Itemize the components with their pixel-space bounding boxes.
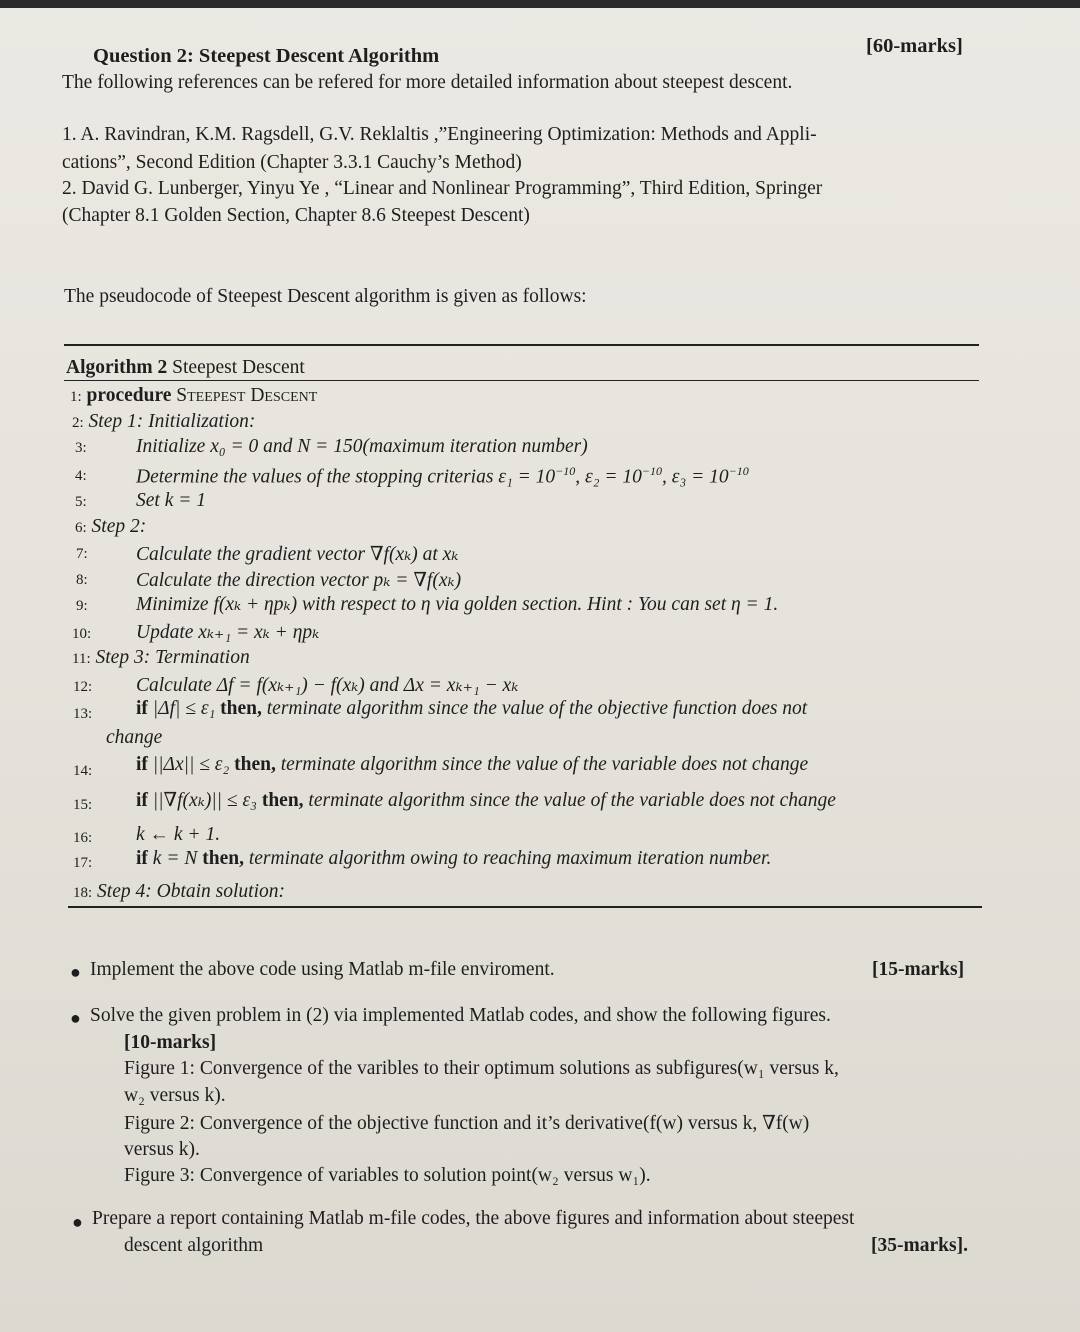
- procedure-name: Steepest Descent: [176, 385, 318, 406]
- algo-line-15: [73, 793, 92, 815]
- line-number: 12:: [73, 679, 93, 695]
- algorithm-caption: [66, 357, 305, 379]
- algo-line-14-text: [136, 754, 808, 776]
- algo-line-13-continuation: change: [106, 727, 163, 748]
- keyword: if: [136, 754, 148, 775]
- line-number: 17:: [73, 855, 93, 871]
- line-number: 2:: [72, 415, 84, 431]
- pseudocode-intro: The pseudocode of Steepest Descent algorithm is given as follows:: [64, 286, 587, 307]
- exponent: −10: [641, 464, 663, 478]
- question-title: Question 2: Steepest Descent Algorithm: [93, 45, 440, 67]
- algo-line-3: [75, 436, 87, 458]
- keyword: procedure: [86, 385, 172, 406]
- line-number: 3:: [75, 440, 87, 456]
- task-3-marks: [35-marks].: [871, 1235, 968, 1256]
- reference-1-line-2: cations”, Second Edition (Chapter 3.3.1 Cauchy’s Method): [62, 152, 522, 173]
- task-1-marks: [15-marks]: [872, 959, 965, 980]
- figure-3-line: Figure 3: Convergence of variables to solution point(w₂ versus w₁).: [124, 1165, 651, 1186]
- algo-line-5-text: Set k = 1: [136, 490, 207, 511]
- algo-line-4: [75, 464, 87, 486]
- line-number: 8:: [76, 572, 88, 588]
- line-number: 16:: [73, 830, 93, 846]
- algo-line-12: [73, 675, 92, 697]
- line-number: 9:: [76, 598, 88, 614]
- bullet-icon: ●: [70, 1008, 81, 1028]
- line-text: , ε₂ = 10: [575, 466, 642, 488]
- algo-line-8-text: Calculate the direction vector pₖ = ∇f(xₖ): [136, 570, 462, 591]
- line-number: 10:: [72, 626, 92, 642]
- algo-line-5: [75, 490, 87, 512]
- algo-line-1: [70, 385, 317, 407]
- algorithm-caption-rule: [64, 380, 979, 381]
- bullet-icon: ●: [70, 962, 81, 982]
- algo-line-4-text: [136, 464, 749, 489]
- algo-line-10-text: Update xₖ₊₁ = xₖ + ηpₖ: [136, 622, 320, 643]
- keyword: if: [136, 790, 148, 811]
- algo-line-7: [76, 542, 88, 564]
- algo-line-7-text: Calculate the gradient vector ∇f(xₖ) at xₖ: [136, 544, 459, 565]
- keyword: then,: [261, 790, 304, 811]
- line-text: terminate algorithm since the value of the variable does not change: [308, 790, 836, 811]
- line-number: 5:: [75, 494, 87, 510]
- algo-line-13-text: [136, 698, 807, 720]
- line-number: 11:: [72, 651, 91, 667]
- condition: ||Δx|| ≤ ε₂: [152, 754, 230, 775]
- line-number: 13:: [73, 706, 93, 722]
- reference-2-line-1: 2. David G. Lunberger, Yinyu Ye , “Linear and Nonlinear Programming”, Third Edition, Springer: [62, 178, 823, 199]
- keyword: if: [136, 698, 148, 719]
- algo-line-14: [73, 759, 92, 781]
- algo-line-15-text: [136, 788, 836, 812]
- exponent: −10: [555, 464, 576, 478]
- line-text: terminate algorithm owing to reaching maximum iteration number.: [248, 848, 772, 869]
- keyword: if: [136, 848, 148, 869]
- line-text: Step 3: Termination: [95, 647, 250, 668]
- line-number: 4:: [75, 468, 87, 484]
- condition: |Δf| ≤ ε₁: [152, 698, 216, 719]
- reference-1-line-1: 1. A. Ravindran, K.M. Ragsdell, G.V. Reklaltis ,”Engineering Optimization: Methods and Appli-: [62, 124, 817, 145]
- line-number: 7:: [76, 546, 88, 562]
- line-number: 15:: [73, 797, 93, 813]
- line-text: Step 4: Obtain solution:: [97, 881, 285, 902]
- task-2-marks: [10-marks]: [124, 1032, 217, 1053]
- algo-line-6: [75, 516, 146, 538]
- line-text: terminate algorithm since the value of the variable does not change: [280, 754, 809, 775]
- algo-line-18: [73, 881, 285, 903]
- algo-line-11: [72, 647, 250, 669]
- line-text: Step 2:: [91, 516, 147, 537]
- algo-line-9-text: Minimize f(xₖ + ηpₖ) with respect to η via golden section. Hint : You can set η = 1.: [136, 594, 779, 615]
- intro-text: The following references can be refered for more detailed information about steepest descent.: [62, 72, 793, 93]
- exponent: −10: [728, 464, 749, 478]
- task-3-text: Prepare a report containing Matlab m-file codes, the above figures and information about steepest: [92, 1208, 855, 1229]
- line-number: 18:: [73, 885, 93, 901]
- algo-line-3-text: Initialize x₀ = 0 and N = 150(maximum iteration number): [136, 436, 588, 457]
- task-2-text: Solve the given problem in (2) via implemented Matlab codes, and show the following figures.: [90, 1005, 831, 1026]
- algo-line-9: [76, 594, 88, 616]
- figure-2-line-2: versus k).: [124, 1139, 200, 1160]
- algo-line-10: [72, 622, 91, 644]
- algo-line-16-text: k ← k + 1.: [136, 824, 221, 845]
- keyword: then,: [234, 754, 276, 775]
- algo-line-8: [76, 568, 88, 590]
- line-number: 1:: [70, 389, 82, 405]
- algo-line-2: [72, 411, 255, 433]
- keyword: then,: [202, 848, 244, 869]
- condition: ||∇f(xₖ)|| ≤ ε₃: [152, 790, 257, 811]
- algo-line-16: [73, 826, 92, 848]
- line-number: 6:: [75, 520, 87, 536]
- algo-line-12-text: Calculate Δf = f(xₖ₊₁) − f(xₖ) and Δx = xₖ₊₁ − xₖ: [136, 675, 519, 696]
- line-text: Determine the values of the stopping criterias ε₁ = 10: [136, 466, 556, 488]
- bullet-icon: ●: [72, 1212, 83, 1232]
- algo-line-17-text: [136, 848, 771, 870]
- figure-1-line-1: Figure 1: Convergence of the varibles to their optimum solutions as subfigures(w₁ versus k,: [124, 1058, 839, 1079]
- algo-line-13: [73, 702, 92, 724]
- top-edge: [0, 0, 1080, 8]
- line-number: 14:: [73, 763, 93, 779]
- algorithm-top-rule: [64, 344, 979, 346]
- algorithm-label: Algorithm 2: [66, 357, 168, 378]
- algo-line-17: [73, 851, 92, 873]
- line-text: terminate algorithm since the value of the objective function does not: [266, 698, 808, 719]
- condition: k = N: [152, 848, 198, 869]
- task-1-text: Implement the above code using Matlab m-file enviroment.: [90, 959, 555, 980]
- question-marks: [60-marks]: [866, 35, 963, 57]
- reference-2-line-2: (Chapter 8.1 Golden Section, Chapter 8.6 Steepest Descent): [62, 205, 530, 226]
- algorithm-bottom-rule: [68, 906, 982, 908]
- line-text: Step 1: Initialization:: [88, 411, 256, 432]
- keyword: then,: [220, 698, 262, 719]
- figure-1-line-2: w₂ versus k).: [124, 1085, 226, 1106]
- line-text: , ε₃ = 10: [662, 466, 729, 488]
- figure-2-line-1: Figure 2: Convergence of the objective function and it’s derivative(f(w) versus k, ∇f(w): [124, 1113, 810, 1134]
- algorithm-name: Steepest Descent: [172, 357, 305, 378]
- task-3-text-line-2: descent algorithm: [124, 1235, 264, 1256]
